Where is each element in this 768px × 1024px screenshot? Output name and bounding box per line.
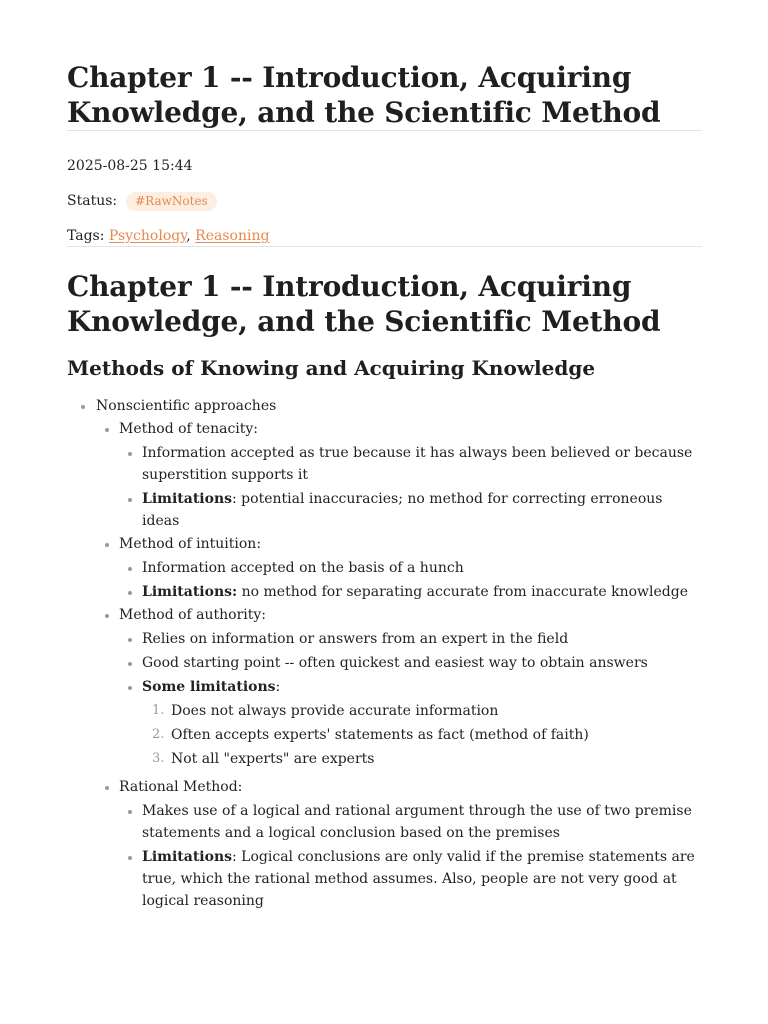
bullet-dot-icon bbox=[128, 810, 132, 814]
limitations-label: Limitations bbox=[142, 491, 233, 507]
list-item bbox=[96, 776, 702, 912]
numbered-list bbox=[142, 700, 702, 770]
list-item bbox=[119, 581, 702, 603]
tag-link-reasoning[interactable]: Reasoning bbox=[195, 228, 270, 244]
bullet-dot-icon bbox=[128, 567, 132, 571]
document-title: Chapter 1 -- Introduction, Acquiring Knowledge, and the Scientific Method bbox=[67, 61, 661, 129]
list-item bbox=[119, 652, 702, 674]
bullet-dot-icon bbox=[81, 405, 85, 409]
list-item bbox=[96, 604, 702, 770]
list-item bbox=[119, 557, 702, 579]
bullet-dot-icon bbox=[128, 856, 132, 860]
bullet-dot-icon bbox=[105, 543, 109, 547]
bullet-list bbox=[96, 418, 702, 912]
notes-outline bbox=[67, 395, 702, 912]
bullet-dot-icon bbox=[128, 498, 132, 502]
section-heading: Chapter 1 -- Introduction, Acquiring Knowledge, and the Scientific Method bbox=[67, 270, 661, 338]
list-item bbox=[119, 846, 702, 912]
list-item-text: : potential inaccuracies; no method for correcting erroneous ideas bbox=[142, 491, 663, 529]
list-item-text: Information accepted on the basis of a hunch bbox=[142, 560, 464, 576]
bullet-list bbox=[119, 442, 702, 532]
list-item-text: Method of authority: bbox=[119, 607, 267, 623]
list-item bbox=[96, 533, 702, 603]
tags-separator: , bbox=[186, 228, 191, 244]
bullet-list bbox=[119, 628, 702, 770]
list-item bbox=[142, 748, 702, 770]
bullet-list bbox=[119, 800, 702, 912]
list-item bbox=[96, 418, 702, 532]
list-item-text: Makes use of a logical and rational argument through the use of two premise statements and a logical conclusion based on the premises bbox=[142, 803, 692, 841]
note-metadata bbox=[67, 156, 702, 246]
list-number: 1. bbox=[152, 703, 165, 718]
bullet-list bbox=[67, 395, 702, 912]
limitations-label: Some limitations bbox=[142, 679, 276, 695]
bullet-dot-icon bbox=[105, 428, 109, 432]
list-item bbox=[142, 700, 702, 722]
list-item-text: Does not always provide accurate information bbox=[171, 703, 499, 719]
list-item-text: Nonscientific approaches bbox=[96, 398, 277, 414]
status-badge[interactable]: #RawNotes bbox=[126, 192, 217, 211]
tag-link-psychology[interactable]: Psychology bbox=[108, 228, 187, 244]
bullet-dot-icon bbox=[128, 686, 132, 690]
list-item bbox=[119, 488, 702, 532]
list-item bbox=[119, 676, 702, 770]
list-item-text: Information accepted as true because it has always been believed or because superstition supports it bbox=[142, 445, 693, 483]
list-item bbox=[67, 395, 702, 912]
limitations-label: Limitations: bbox=[142, 584, 238, 600]
list-item-text: : bbox=[275, 679, 281, 695]
divider bbox=[67, 130, 702, 131]
list-item-text: no method for separating accurate from inaccurate knowledge bbox=[237, 584, 688, 600]
list-item-text: Not all "experts" are experts bbox=[171, 751, 375, 767]
list-number: 2. bbox=[152, 727, 165, 742]
list-item-text: Relies on information or answers from an expert in the field bbox=[142, 631, 569, 647]
list-item-text: Method of intuition: bbox=[119, 536, 262, 552]
note-status bbox=[67, 191, 702, 211]
limitations-label: Limitations bbox=[142, 849, 233, 865]
tags-label: Tags: bbox=[67, 228, 105, 244]
bullet-dot-icon bbox=[128, 452, 132, 456]
bullet-dot-icon bbox=[128, 591, 132, 595]
bullet-dot-icon bbox=[128, 662, 132, 666]
list-item bbox=[142, 724, 702, 746]
bullet-dot-icon bbox=[105, 786, 109, 790]
bullet-dot-icon bbox=[105, 614, 109, 618]
bullet-dot-icon bbox=[128, 638, 132, 642]
note-tags bbox=[67, 226, 702, 246]
list-item-text: Method of tenacity: bbox=[119, 421, 259, 437]
list-item-text: Often accepts experts' statements as fact (method of faith) bbox=[171, 727, 589, 743]
bullet-list bbox=[119, 557, 702, 603]
subsection-heading: Methods of Knowing and Acquiring Knowledge bbox=[67, 356, 596, 380]
list-item bbox=[119, 628, 702, 650]
note-date: 2025-08-25 15:44 bbox=[67, 158, 193, 174]
status-label: Status: bbox=[67, 193, 118, 209]
list-item bbox=[119, 800, 702, 844]
list-item-text: Rational Method: bbox=[119, 779, 243, 795]
list-item-text: : Logical conclusions are only valid if the premise statements are true, which the rational method assumes. Also, people are not very good at logical reasoning bbox=[142, 849, 695, 909]
list-number: 3. bbox=[152, 751, 165, 766]
list-item bbox=[119, 442, 702, 486]
list-item-text: Good starting point -- often quickest and easiest way to obtain answers bbox=[142, 655, 648, 671]
